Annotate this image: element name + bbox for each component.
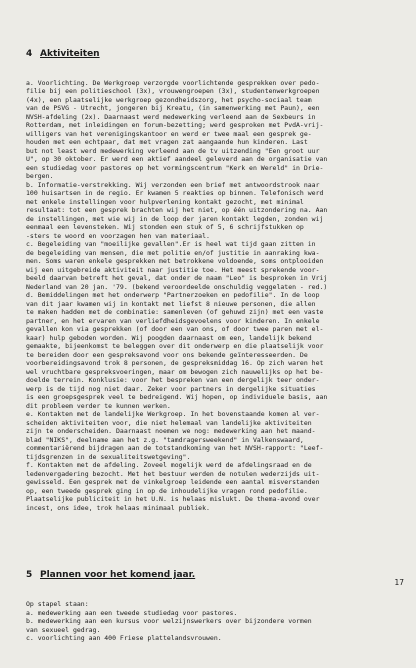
text-line: commentariërend bijdragen aan de totstandkoming van het NVSH-rapport: "Leef- [26,444,324,452]
text-line: filie bij een politieschool (3x), vrouwengroepen (3x), studentenwerkgroepen [26,87,320,95]
section-4-body [26,79,396,513]
section-5-number: 5 [26,570,33,580]
section-4-number: 4 [26,48,33,59]
text-line: voorbereidingsavond trok 8 personen, de gespreksmiddag 16. Op zich waren het [26,359,324,367]
text-line: NVSH-afdeling (2x). Daarnaast werd medewerking verleend aan de Sexbeurs in [26,112,316,121]
text-line: van dit jaar kwamen wij in kontakt met liefst 8 nieuwe personen, die allen [26,299,316,308]
section-gap [26,538,396,544]
text-line: te maken hadden met de combinatie: samenleven (of gehuwd zijn) met een vaste [26,308,324,316]
text-line: d. Bemiddelingen met het onderwerp "Partnerzoeken en pedofilie". In de loop [26,291,320,299]
text-line: kaar) hulp geboden worden. Wij poogden daarnaast om een, landelijk bekend [26,333,312,342]
text-line: gewisseld. Een gesprek met de vinkelgroep leidende een aantal misverstanden [26,478,320,486]
section-4-heading [26,48,396,60]
page-number: 17 [394,578,404,587]
text-line: but not least werd medewerking verleend aan de tv uitzending "Een groot uur [26,146,320,155]
text-line: 100 huisartsen in de regio. Er kwamen 5 reakties op binnen. Telefonisch werd [26,189,324,197]
section-5-title: Plannen voor het komend jaar. [40,570,196,580]
text-line: incest, ons idee, trok helaas minimaal publiek. [26,503,210,512]
page-content [26,22,396,668]
text-line: f. Kontakten met de afdeling. Zoveel mogelijk werd de afdelingsraad en de [26,461,312,469]
text-line: Rotterdam, met inleidingen en forum-bezetting; werd gesproken met PvdA-vrij- [26,121,324,129]
text-line: te bereiden door een gespreksavond voor ons bekende geïnteresseerden. De [26,350,308,359]
text-line: b. Informatie-verstrekking. Wij verzonden een brief met antwoordstrook naar [26,180,320,189]
section-5-body [26,600,396,643]
text-line: beeld daarvan betreft het geval, dat onder de naam "Leo" is besproken in Vrij [26,274,328,282]
text-line: met enkele instellingen voor hulpverlening kontakt gezocht, met minimal [26,197,304,206]
text-line: zijn te onderscheiden. Daarnaast noemen we nog: medewerking aan het maand- [26,427,316,435]
text-line: van sexueel gedrag. [26,625,101,634]
text-line: tijdsgrenzen in de sexualiteitswetgeving". [26,452,191,461]
text-line: dit probleem verder te kunnen werken. [26,401,171,410]
text-line: men. Soms waren enkele gesprekken met betrokkene voldoende, soms ontplooiden [26,257,324,265]
text-line: van de PSVG - Utrecht, jongeren bij Kreatu, (in samenwerking met Paun), een [26,104,320,112]
text-line: e. Kontakten met de landelijke Werkgroep. In het bovenstaande komen al ver- [26,410,320,418]
text-line: a. medewerking aan een tweede studiedag voor pastores. [26,608,238,617]
text-line: U", op 30 oktober. Er werd een aktief aandeel geleverd aan de organisatie van [26,155,328,163]
text-line: is een groepsgesprek veel te bedreigend. Wij hopen, op individuele basis, aan [26,393,328,401]
text-line: b. medewerking aan een kursus voor welzijnswerkers over bijzondere vormen [26,617,312,625]
text-line: resultaat: tot een gesprek brachten wij het niet, op één uitzondering na. Aan [26,206,328,214]
text-line: de begeleiding van mensen, die met politie en/of justitie in aanraking kwa- [26,248,320,257]
text-line: c. voorlichting aan 400 Friese plattelandsvrouwen. [26,634,222,642]
text-line: gevallen kon via gesprekken (of door een van ons, of door twee paren met el- [26,325,324,333]
text-line: scheiden aktiviteiten voor, die niet helemaal van landelijke aktiviteiten [26,418,312,427]
text-line: c. Begeleiding van "moeilijke gevallen".Er is heel wat tijd gaan zitten in [26,240,316,248]
text-line: doelde terrein. Konklusie: voor het bespreken van een dergelijk teer onder- [26,376,320,384]
text-line: houden met een echtpaar, dat met vragen zat aangaande hun kinderen. Last [26,138,308,146]
text-line: wel vruchtbare gespreksvoeringen, maar om bewogen zich nauwelijks op het be- [26,367,324,376]
text-line: bergen. [26,172,54,180]
section-4-title: Aktiviteiten [40,48,100,59]
text-line: de instellingen, met wie wij in de loop der jaren kontakt legden, zonden wij [26,214,324,223]
text-line: wij een uitgebreide aktiviteit naar justitie toe. Het meest sprekende voor- [26,265,320,274]
text-line: blad "NIKS", deelname aan het z.g. "tamdragersweekend" in Valkenswaard, [26,435,304,444]
section-5-heading [26,569,396,581]
text-line: partner, en het ervaren van verliefdheidsgevoelens voor kinderen. In enkele [26,316,320,325]
text-line: eenmaal een levensteken. Wij stonden een stuk of 5, 6 schrijfstukken op [26,223,304,231]
text-line: ledenvergadering bezocht. Met het bestuur werden de notulen wederzijds uit- [26,469,320,478]
text-line: Plaatselijke publiciteit in het U.N. is helaas mislukt. De thema-avond over [26,495,320,503]
text-line: op, een tweede gesprek ging in op de inhoudelijke vragen rond pedofilie. [26,486,308,495]
text-line: -sters te woord en voorzagen hen van materiaal. [26,231,210,240]
text-line: a. Voorlichting. De Werkgroep verzorgde voorlichtende gesprekken over pedo- [26,78,320,87]
text-line: gemaakte, bijeenkomst te beleggen over dit onderwerp en die plaatselijk voor [26,342,324,350]
text-line: Nederland van 20 jan. '79. (bekend veroordeelde onschuldig veggelaten - red.) [26,282,328,291]
text-line: Op stapel staan: [26,600,89,608]
text-line: een studiedag voor pastores op het vormingscentrum "Kerk en Wereld" in Drie- [26,163,324,172]
text-line: willigers van het verenigingskantoor en werd er twee maal een gesprek ge- [26,129,312,138]
text-line: (4x), een plaatselijke werkgroep gezondheidszorg, het psycho-sociaal team [26,95,312,104]
text-line: werp is de tijd nog niet daar. Zeker voor partners in dergelijke situaties [26,384,316,393]
